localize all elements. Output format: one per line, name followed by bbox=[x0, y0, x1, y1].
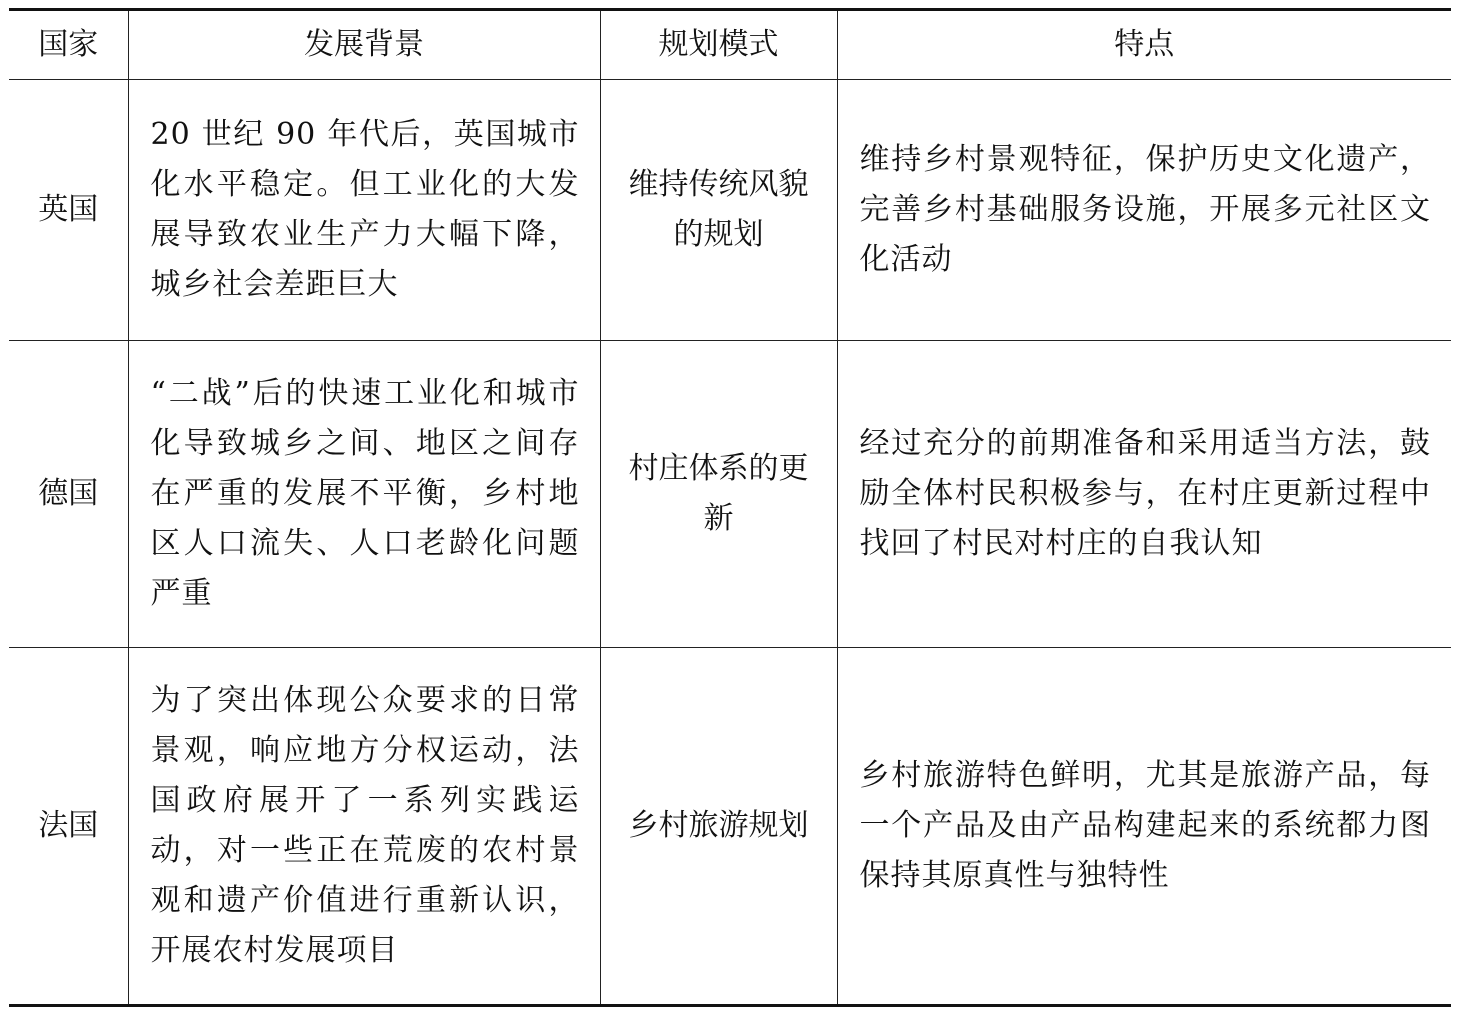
header-country: 国家 bbox=[9, 10, 128, 80]
background-text: 为了突出体现公众要求的日常景观，响应地方分权运动，法国政府展开了一系列实践运动，对一些正在荒废的农村景观和遗产价值进行重新认识，开展农村发展项目 bbox=[150, 683, 580, 968]
background-cell bbox=[128, 80, 600, 341]
header-row bbox=[9, 10, 1451, 80]
planning-mode-cell: 维持传统风貌的规划 bbox=[600, 80, 837, 341]
features-cell bbox=[837, 648, 1451, 1006]
background-text: “二战”后的快速工业化和城市化导致城乡之间、地区之间存在严重的发展不平衡，乡村地区人口流失、人口老龄化问题严重 bbox=[150, 376, 580, 611]
features-cell bbox=[837, 80, 1451, 341]
country-cell: 法国 bbox=[9, 648, 128, 1006]
features-text: 乡村旅游特色鲜明，尤其是旅游产品，每一个产品及由产品构建起来的系统都力图保持其原真性与独特性 bbox=[859, 758, 1431, 893]
comparison-table bbox=[9, 8, 1451, 1007]
features-text: 经过充分的前期准备和采用适当方法，鼓励全体村民积极参与，在村庄更新过程中找回了村民对村庄的自我认知 bbox=[859, 426, 1431, 561]
planning-mode-cell: 村庄体系的更新 bbox=[600, 341, 837, 648]
table-row bbox=[9, 341, 1451, 648]
country-cell: 英国 bbox=[9, 80, 128, 341]
table-row bbox=[9, 648, 1451, 1006]
header-planning-mode: 规划模式 bbox=[600, 10, 837, 80]
country-cell: 德国 bbox=[9, 341, 128, 648]
background-cell bbox=[128, 648, 600, 1006]
background-cell bbox=[128, 341, 600, 648]
header-background: 发展背景 bbox=[128, 10, 600, 80]
table-row bbox=[9, 80, 1451, 341]
features-text: 维持乡村景观特征，保护历史文化遗产，完善乡村基础服务设施，开展多元社区文化活动 bbox=[859, 142, 1431, 277]
header-features: 特点 bbox=[837, 10, 1451, 80]
features-cell bbox=[837, 341, 1451, 648]
planning-mode-cell: 乡村旅游规划 bbox=[600, 648, 837, 1006]
background-text: 20 世纪 90 年代后，英国城市化水平稳定。但工业化的大发展导致农业生产力大幅下降，城乡社会差距巨大 bbox=[150, 117, 580, 302]
